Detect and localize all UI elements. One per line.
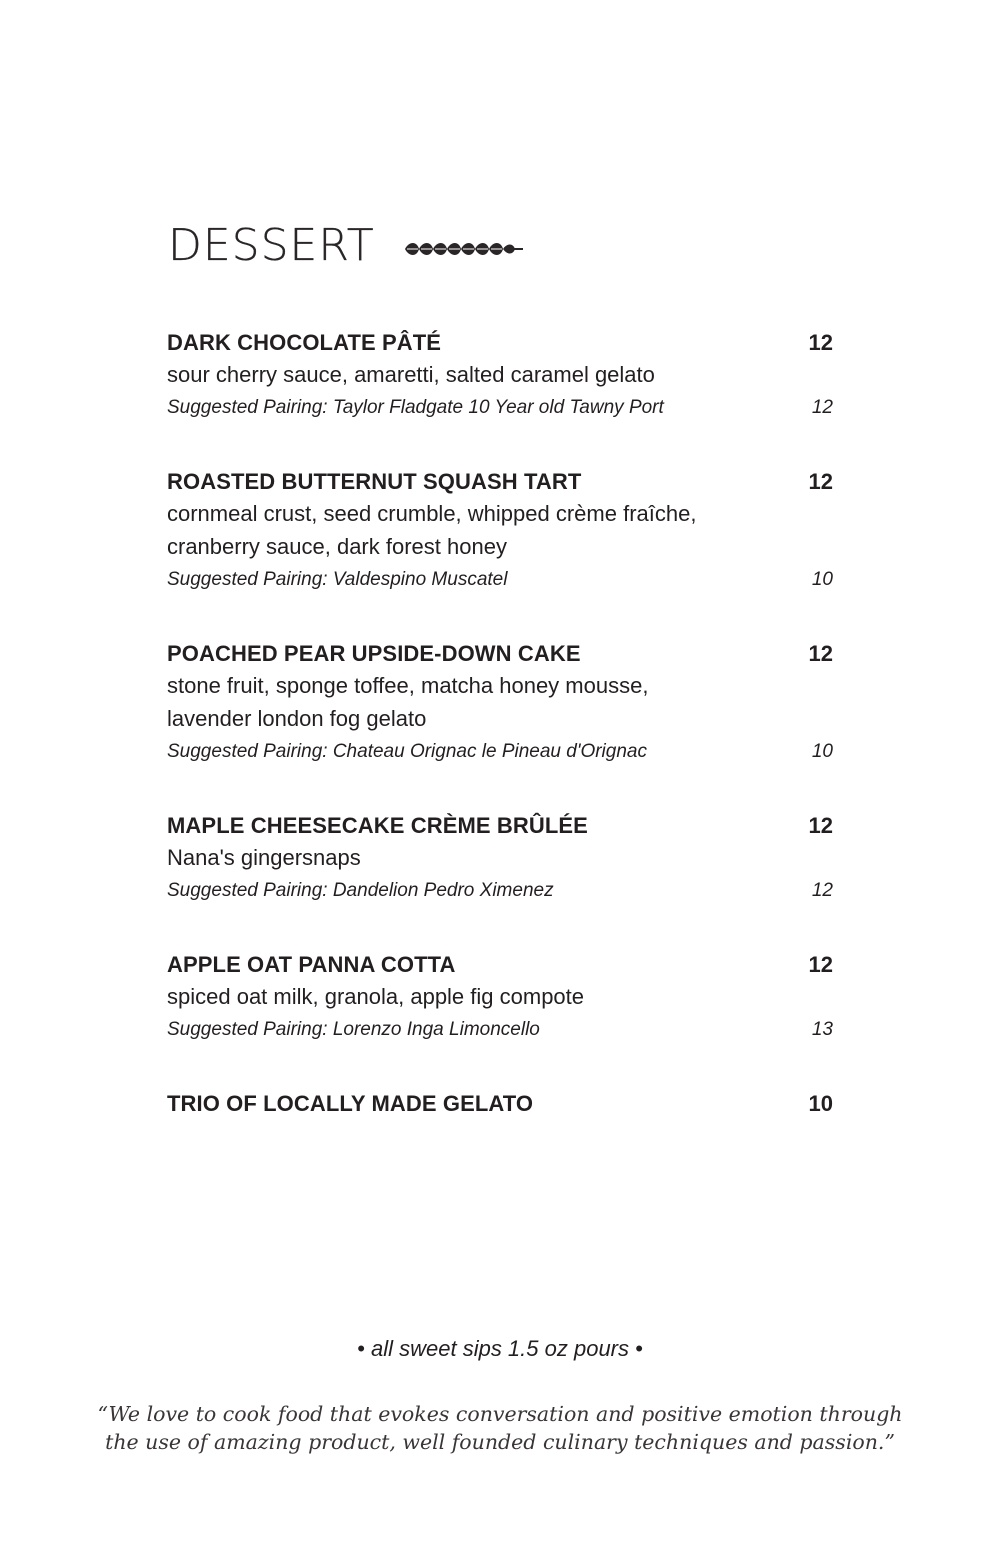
item-price: 12: [808, 952, 833, 977]
item-price: 10: [808, 1091, 833, 1116]
item-description: cornmeal crust, seed crumble, whipped crème fraîche,: [167, 501, 697, 526]
quote-line: “We love to cook food that evokes conversation and positive emotion through: [97, 1402, 903, 1426]
menu-item: [167, 467, 833, 595]
item-name: POACHED PEAR UPSIDE-DOWN CAKE: [167, 641, 581, 666]
item-name: TRIO OF LOCALLY MADE GELATO: [167, 1091, 534, 1116]
item-pairing: Suggested Pairing: Valdespino Muscatel: [167, 569, 508, 590]
item-pairing: Suggested Pairing: Chateau Orignac le Pineau d'Orignac: [167, 741, 647, 762]
item-description: cranberry sauce, dark forest honey: [167, 534, 507, 559]
item-price: 12: [808, 813, 833, 838]
item-price: 12: [808, 469, 833, 494]
menu-item: [167, 950, 833, 1045]
item-pairing: Suggested Pairing: Dandelion Pedro Ximenez: [167, 880, 554, 901]
menu-item: [167, 811, 833, 906]
item-description: sour cherry sauce, amaretti, salted caramel gelato: [167, 362, 655, 387]
item-pairing: Suggested Pairing: Lorenzo Inga Limoncello: [167, 1019, 540, 1040]
page-title: DESSERT: [168, 220, 375, 271]
pairing-price: 13: [811, 1019, 833, 1040]
pour-size-note: • all sweet sips 1.5 oz pours •: [357, 1336, 643, 1361]
item-price: 12: [808, 641, 833, 666]
item-name: MAPLE CHEESECAKE CRÈME BRÛLÉE: [167, 813, 588, 838]
item-price: 12: [808, 330, 833, 355]
pairing-price: 12: [811, 397, 833, 418]
menu-item: [167, 1089, 833, 1119]
item-description: lavender london fog gelato: [167, 706, 427, 731]
item-name: APPLE OAT PANNA COTTA: [167, 952, 456, 977]
wheat-leaf-icon: [403, 239, 525, 259]
item-name: ROASTED BUTTERNUT SQUASH TART: [167, 469, 582, 494]
menu-header: [168, 222, 525, 270]
quote-line: the use of amazing product, well founded culinary techniques and passion.”: [105, 1430, 895, 1454]
chef-quote: [60, 1400, 940, 1456]
dessert-menu: [167, 328, 833, 1119]
pairing-price: 10: [811, 569, 833, 590]
item-description: Nana's gingersnaps: [167, 845, 361, 870]
pairing-price: 10: [811, 741, 833, 762]
menu-item: [167, 328, 833, 423]
item-pairing: Suggested Pairing: Taylor Fladgate 10 Year old Tawny Port: [167, 397, 664, 418]
item-name: DARK CHOCOLATE PÂTÉ: [167, 330, 442, 355]
menu-item: [167, 639, 833, 767]
item-description: spiced oat milk, granola, apple fig compote: [167, 984, 585, 1009]
item-description: stone fruit, sponge toffee, matcha honey mousse,: [167, 673, 649, 698]
pairing-price: 12: [811, 880, 833, 901]
